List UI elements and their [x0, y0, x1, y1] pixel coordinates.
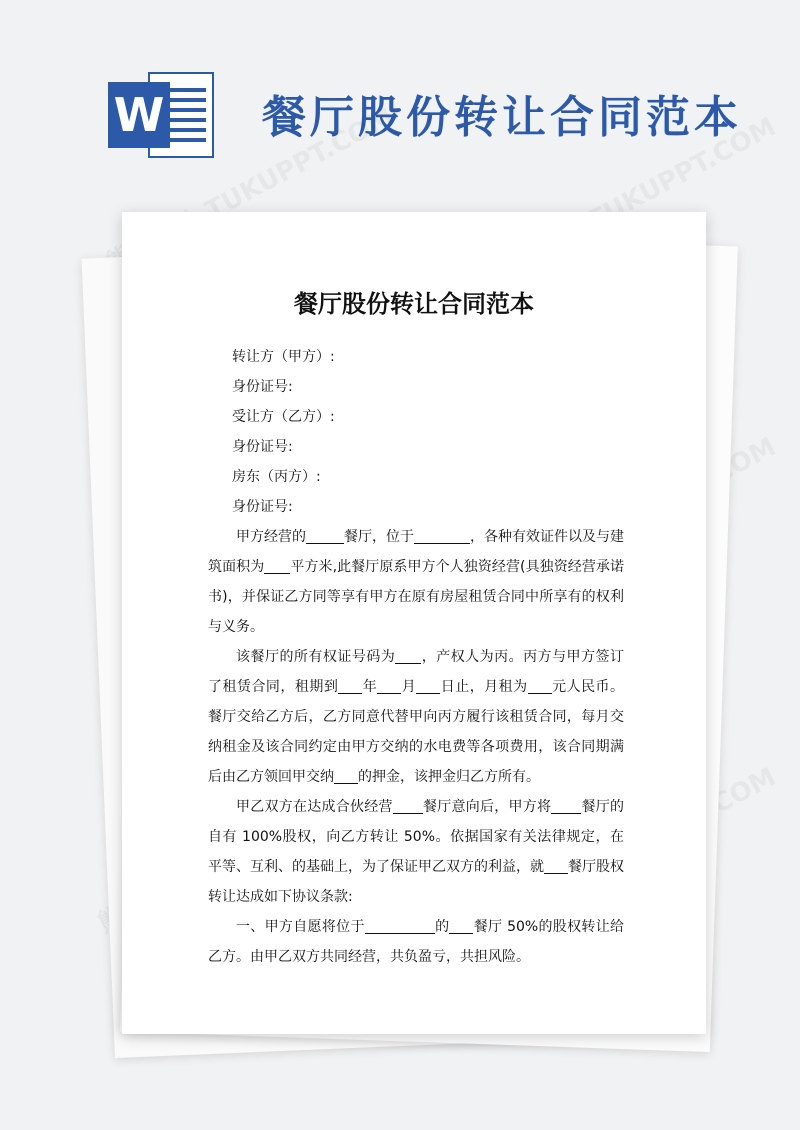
word-document-icon [108, 72, 214, 158]
paragraph-1: 甲方经营的 餐厅，位于 ，各种有效证件以及与建筑面积为 平方米,此餐厅原系甲方个人独资经营(具独资经营承诺书)，并保证乙方同等享有甲方在原有房屋租赁合同中所享有的权利与义务。 [208, 529, 624, 635]
party-line: 身份证号: [232, 439, 293, 455]
party-line: 身份证号: [232, 379, 293, 395]
banner-title: 餐厅股份转让合同范本 [262, 92, 742, 143]
party-line: 房东（丙方）: [232, 469, 321, 485]
document-body [208, 342, 624, 972]
document-title: 餐厅股份转让合同范本 [294, 290, 534, 318]
party-line: 身份证号: [232, 499, 293, 515]
header-banner [0, 0, 800, 200]
paragraph-2: 该餐厅的所有权证号码为 ，产权人为丙。丙方与甲方签订了租赁合同，租期到 年 月 日止，月租为 元人民币。餐厅交给乙方后，乙方同意代替甲向丙方履行该租赁合同，每月交纳租金及该合同约定由甲方交纳的水电费等各项费用，该合同期满后由乙方领回甲交纳 的押金，该押金归乙方所有。 [208, 649, 625, 785]
paragraph-4: 一、甲方自愿将位于 的 餐厅 50%的股权转让给乙方。由甲乙双方共同经营，共负盈亏，共担风险。 [208, 919, 625, 965]
party-line: 受让方（乙方）: [232, 409, 335, 425]
paragraph-3: 甲乙双方在达成合伙经营 餐厅意向后，甲方将 餐厅的自有 100%股权，向乙方转让 50%。依据国家有关法律规定，在平等、互利、的基础上，为了保证甲乙双方的利益，就 餐厅股权转让达成如下协议条款: [208, 799, 624, 905]
word-letter-icon: W [108, 82, 170, 148]
party-line: 转让方（甲方）: [232, 349, 335, 365]
document-page [122, 212, 706, 1034]
